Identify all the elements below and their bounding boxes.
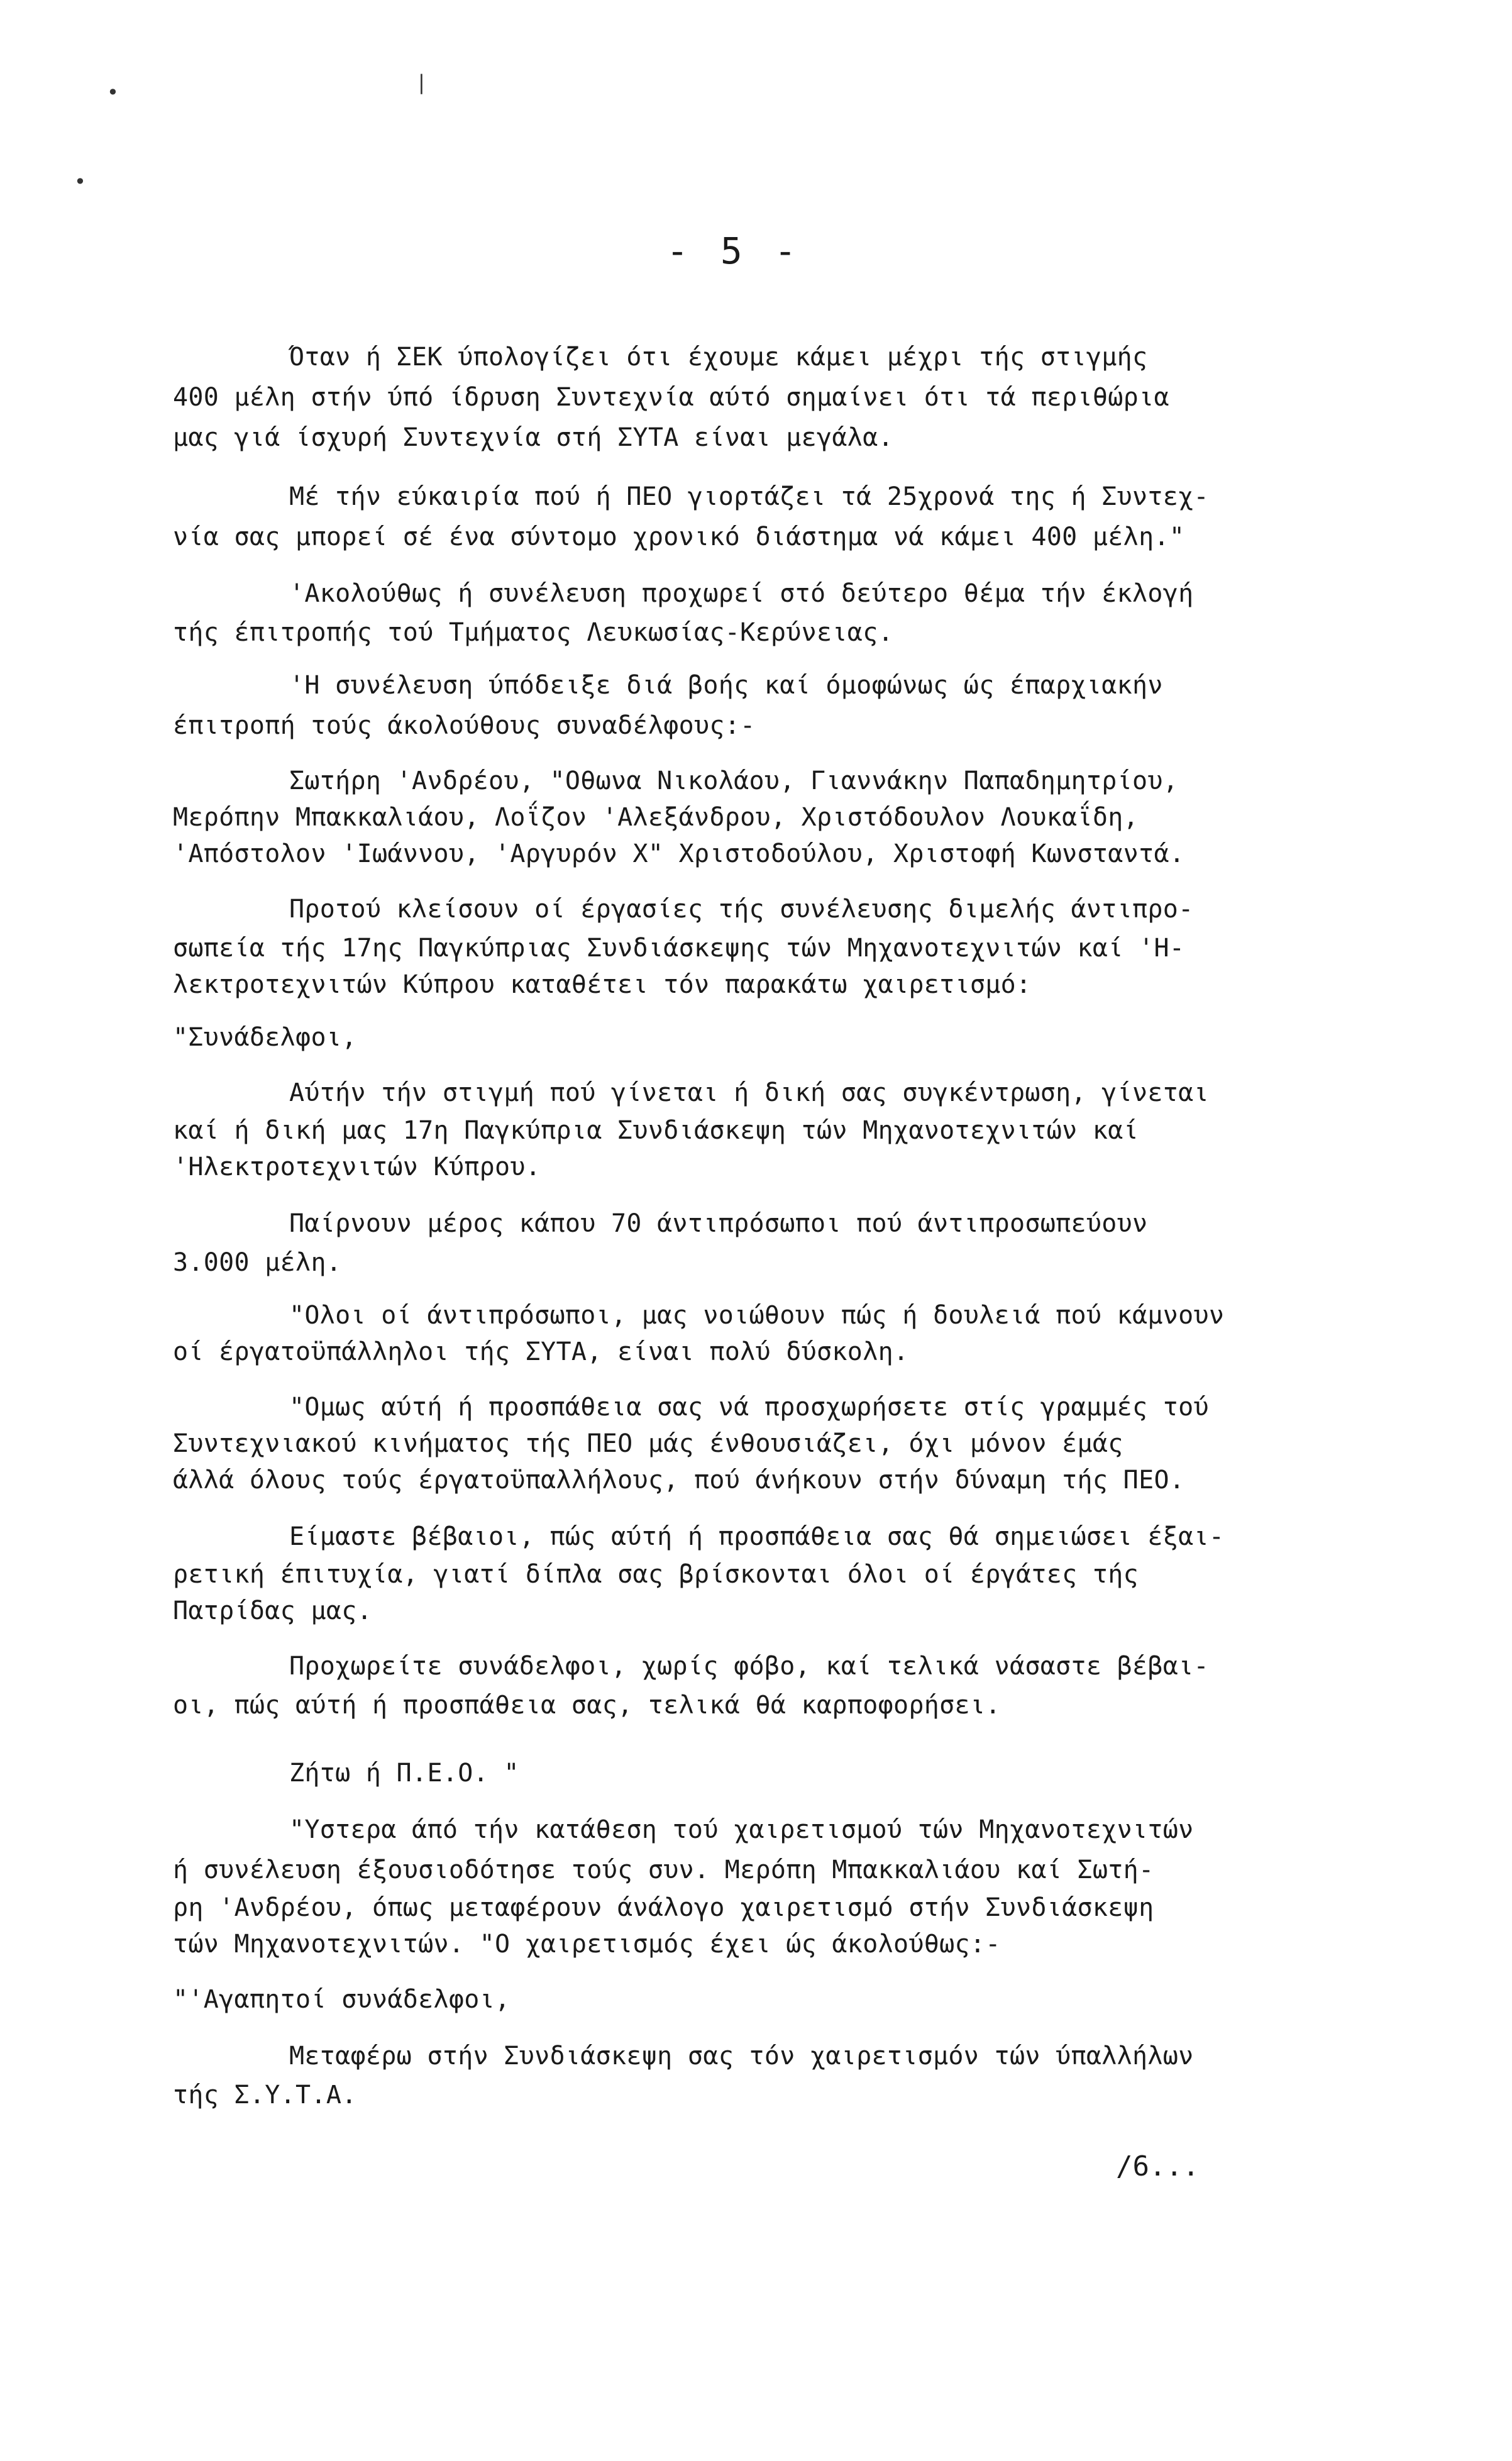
text-line: Μερόπην Μπακκαλιάου, Λοΐζον 'Αλεξάνδρου, Χριστόδουλον Λουκαΐδη, xyxy=(173,803,1139,832)
text-line: 'Η συνέλευση ύπόδειξε διά βοής καί όμοφώνως ώς έπαρχιακήν xyxy=(289,671,1163,700)
text-line: "Συνάδελφοι, xyxy=(173,1023,357,1052)
text-line: 3.000 μέλη. xyxy=(173,1248,342,1277)
page-number: - 5 - xyxy=(666,230,802,272)
text-line: Σωτήρη 'Ανδρέου, "Οθωνα Νικολάου, Γιαννάκην Παπαδημητρίου, xyxy=(289,766,1179,795)
text-line: οι, πώς αύτή ή προσπάθεια σας, τελικά θά καρποφορήσει. xyxy=(173,1691,1001,1720)
text-line: έπιτροπή τούς άκολούθους συναδέλφους:- xyxy=(173,711,756,740)
text-line: "Ολοι οί άντιπρόσωποι, μας νοιώθουν πώς ή δουλειά πού κάμνουν xyxy=(289,1301,1225,1330)
text-line: Προτού κλείσουν οί έργασίες τής συνέλευσης διμελής άντιπρο- xyxy=(289,895,1194,924)
text-line: ή συνέλευση έξουσιοδότησε τούς συν. Μερόπη Μπακκαλιάου καί Σωτή- xyxy=(173,1855,1154,1884)
stray-mark-dot: • xyxy=(107,80,119,104)
text-line: Προχωρείτε συνάδελφοι, χωρίς φόβο, καί τελικά νάσαστε βέβαι- xyxy=(289,1652,1209,1681)
text-line: τής Σ.Υ.Τ.Α. xyxy=(173,2081,357,2110)
text-line: οί έργατοϋπάλληλοι τής ΣΥΤΑ, είναι πολύ δύσκολη. xyxy=(173,1337,909,1366)
text-line: 400 μέλη στήν ύπό ίδρυση Συντεχνία αύτό σημαίνει ότι τά περιθώρια xyxy=(173,383,1169,412)
text-line: Ζήτω ή Π.Ε.Ο. " xyxy=(289,1759,519,1788)
text-line: μας γιά ίσχυρή Συντεχνία στή ΣΥΤΑ είναι μεγάλα. xyxy=(173,423,893,452)
text-line: λεκτροτεχνιτών Κύπρου καταθέτει τόν παρακάτω χαιρετισμό: xyxy=(173,970,1032,999)
text-line: Μεταφέρω στήν Συνδιάσκεψη σας τόν χαιρετισμόν τών ύπαλλήλων xyxy=(289,2042,1194,2071)
text-line: νία σας μπορεί σέ ένα σύντομο χρονικό διάστημα νά κάμει 400 μέλη." xyxy=(173,523,1185,551)
text-line: σωπεία τής 17ης Παγκύπριας Συνδιάσκεψης τών Μηχανοτεχνιτών καί 'Η- xyxy=(173,934,1185,963)
text-line: Παίρνουν μέρος κάπου 70 άντιπρόσωποι πού άντιπροσωπεύουν xyxy=(289,1209,1148,1238)
text-line: Πατρίδας μας. xyxy=(173,1596,372,1625)
continuation-marker: /6... xyxy=(1116,2150,1200,2182)
text-line: "'Αγαπητοί συνάδελφοι, xyxy=(173,1985,510,2014)
text-line: καί ή δική μας 17η Παγκύπρια Συνδιάσκεψη τών Μηχανοτεχνιτών καί xyxy=(173,1116,1139,1145)
text-line: "Υστερα άπό τήν κατάθεση τού χαιρετισμού τών Μηχανοτεχνιτών xyxy=(289,1815,1194,1844)
text-line: Είμαστε βέβαιοι, πώς αύτή ή προσπάθεια σας θά σημειώσει έξαι- xyxy=(289,1522,1225,1551)
text-line: 'Απόστολον 'Ιωάννου, 'Αργυρόν Χ" Χριστοδούλου, Χριστοφή Κωνσταντά. xyxy=(173,839,1185,868)
text-line: Μέ τήν εύκαιρία πού ή ΠΕΟ γιορτάζει τά 25χρονά της ή Συντεχ- xyxy=(289,482,1209,511)
text-line: 'Ακολούθως ή συνέλευση προχωρεί στό δεύτερο θέμα τήν έκλογή xyxy=(289,579,1194,608)
text-line: τής έπιτροπής τού Τμήματος Λευκωσίας-Κερύνειας. xyxy=(173,618,893,647)
text-line: Αύτήν τήν στιγμή πού γίνεται ή δική σας συγκέντρωση, γίνεται xyxy=(289,1078,1209,1107)
text-line: Όταν ή ΣΕΚ ύπολογίζει ότι έχουμε κάμει μέχρι τής στιγμής xyxy=(289,343,1148,372)
text-line: τών Μηχανοτεχνιτών. "Ο χαιρετισμός έχει ώς άκολούθως:- xyxy=(173,1930,1001,1959)
text-line: "Ομως αύτή ή προσπάθεια σας νά προσχωρήσετε στίς γραμμές τού xyxy=(289,1393,1209,1422)
text-line: Συντεχνιακού κινήματος τής ΠΕΟ μάς ένθουσιάζει, όχι μόνον έμάς xyxy=(173,1429,1123,1458)
text-line: 'Ηλεκτροτεχνιτών Κύπρου. xyxy=(173,1153,541,1181)
stray-mark-dot: • xyxy=(74,170,86,194)
text-line: άλλά όλους τούς έργατοϋπαλλήλους, πού άνήκουν στήν δύναμη τής ΠΕΟ. xyxy=(173,1466,1185,1495)
text-line: ρη 'Ανδρέου, όπως μεταφέρουν άνάλογο χαιρετισμό στήν Συνδιάσκεψη xyxy=(173,1893,1154,1922)
text-line: ρετική έπιτυχία, γιατί δίπλα σας βρίσκονται όλοι οί έργάτες τής xyxy=(173,1560,1139,1589)
stray-mark-bar: | xyxy=(418,70,425,94)
